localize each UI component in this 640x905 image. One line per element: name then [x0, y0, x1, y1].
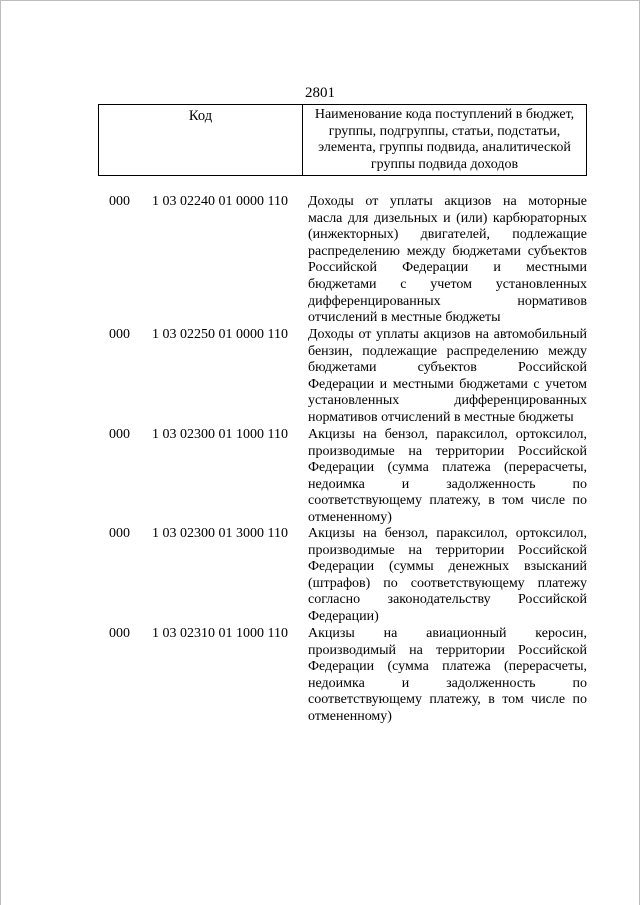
description-line: производимые на территории Российской [308, 542, 587, 558]
row-description [308, 526, 587, 626]
description-line: Федерации (сумма платежа (перерасчеты, [308, 659, 587, 675]
description-line: бюджетами субъектов Российской [308, 360, 587, 376]
budget-code: 1 03 02240 01 0000 110 [152, 194, 288, 209]
description-line: Федерации) [308, 608, 379, 624]
description-line: Федерации и местными бюджетами с учетом [308, 376, 587, 392]
header-code-cell: Код [99, 105, 303, 175]
header-name-line: группы, подгруппы, статьи, подстатьи, [328, 123, 561, 139]
description-line: Доходы от уплаты акцизов на моторные [308, 194, 587, 209]
description-line: соответствующему платежу, в том числе по [308, 692, 587, 708]
description-line: распределению между бюджетами субъектов [308, 243, 587, 259]
header-name-line: Наименование кода поступлений в бюджет, [314, 107, 575, 122]
description-line: Акцизы на бензол, параксилол, ортоксилол, [308, 526, 587, 541]
row-description [308, 427, 587, 527]
budget-code: 1 03 02310 01 1000 110 [152, 626, 288, 641]
description-line: согласно законодательству Российской [308, 592, 587, 608]
description-line: соответствующему платежу, в том числе по [308, 493, 587, 509]
description-line: масла для дизельных и (или) карбюраторных [308, 210, 587, 226]
description-line: бюджетами с учетом установленных [308, 276, 587, 292]
description-line: бензин, подлежащие распределению между [308, 343, 587, 359]
admin-code: 000 [109, 526, 130, 541]
row-description [308, 626, 587, 726]
description-line: Доходы от уплаты акцизов на автомобильный [308, 327, 587, 342]
description-line: Акцизы на бензол, параксилол, ортоксилол, [308, 427, 587, 442]
description-line: Акцизы на авиационный керосин, [308, 626, 587, 641]
description-line: недоимка и задолженность по [308, 476, 587, 492]
header-name-line: элемента, группы подвида, аналитической [318, 140, 571, 156]
admin-code: 000 [109, 194, 130, 209]
page-number: 2801 [305, 85, 335, 101]
description-line: производимый на территории Российской [308, 642, 587, 658]
table-header [98, 104, 587, 176]
admin-code: 000 [109, 327, 130, 342]
description-line: дифференцированных нормативов [308, 293, 587, 309]
description-line: производимые на территории Российской [308, 443, 587, 459]
row-description [308, 194, 587, 327]
description-line: отчислений в местные бюджеты [308, 310, 501, 326]
budget-code: 1 03 02250 01 0000 110 [152, 327, 288, 342]
description-line: Российской Федерации и местными [308, 260, 587, 276]
description-line: нормативов отчислений в местные бюджеты [308, 409, 574, 425]
description-line: (инжекторных) двигателей, подлежащие [308, 227, 587, 243]
header-name-cell [303, 105, 586, 175]
budget-code: 1 03 02300 01 3000 110 [152, 526, 288, 541]
description-line: (штрафов) по соответствующему платежу [308, 575, 587, 591]
description-line: Федерации (сумма платежа (перерасчеты, [308, 460, 587, 476]
description-line: отмененному) [308, 708, 392, 724]
row-description [308, 327, 587, 427]
admin-code: 000 [109, 626, 130, 641]
budget-code: 1 03 02300 01 1000 110 [152, 427, 288, 442]
description-line: недоимка и задолженность по [308, 675, 587, 691]
description-line: отмененному) [308, 509, 392, 525]
admin-code: 000 [109, 427, 130, 442]
description-line: установленных дифференцированных [308, 393, 587, 409]
header-name-line: группы подвида доходов [370, 156, 519, 172]
description-line: Федерации (суммы денежных взысканий [308, 559, 587, 575]
